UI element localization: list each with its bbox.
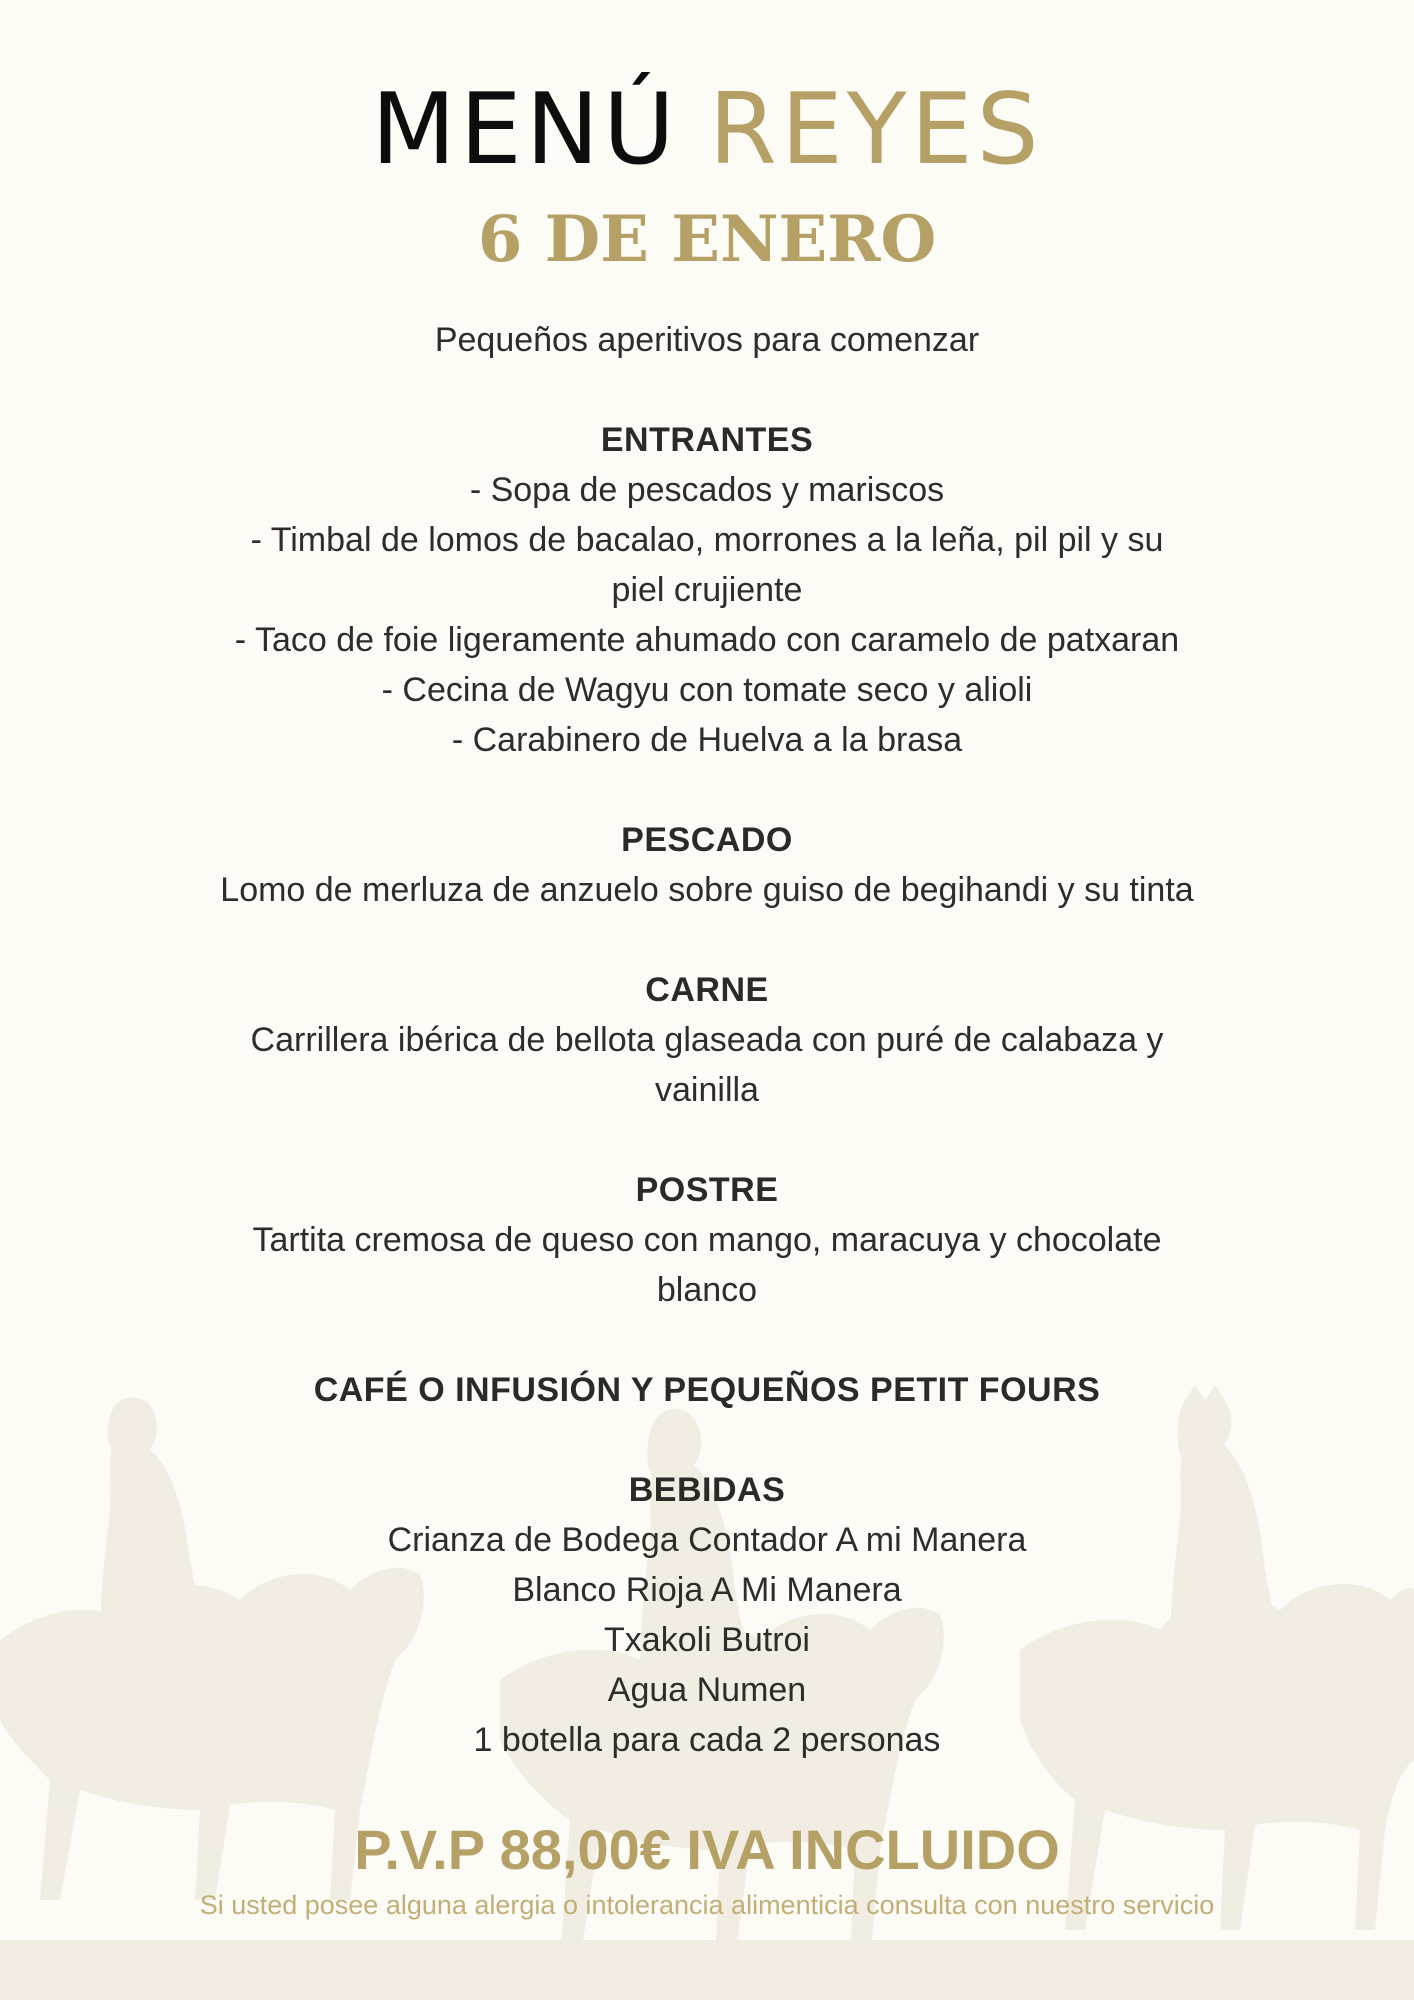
- drink-item: 1 botella para cada 2 personas: [473, 1721, 941, 1759]
- drink-item: Txakoli Butroi: [604, 1621, 810, 1659]
- section-heading-carne: CARNE: [645, 971, 769, 1009]
- menu-item: - Sopa de pescados y mariscos: [469, 471, 945, 509]
- menu-content: [107, 315, 1307, 1765]
- allergy-note: Si usted posee alguna alergia o intolerancia alimenticia consulta con nuestro servicio: [199, 1890, 1215, 1920]
- section-heading-bebidas: BEBIDAS: [628, 1471, 786, 1509]
- menu-item: - Cecina de Wagyu con tomate seco y alioli: [381, 671, 1033, 709]
- drink-item: Blanco Rioja A Mi Manera: [512, 1571, 902, 1609]
- menu-item: Tartita cremosa de queso con mango, maracuya y chocolate: [252, 1221, 1162, 1259]
- menu-item: vainilla: [655, 1071, 759, 1109]
- menu-date: 6 DE ENERO: [477, 202, 937, 277]
- menu-title: [0, 70, 1414, 190]
- section-heading-pescado: PESCADO: [621, 821, 793, 859]
- title-word-menu: MENÚ: [371, 73, 679, 187]
- drink-item: Crianza de Bodega Contador A mi Manera: [387, 1521, 1027, 1559]
- menu-item: Lomo de merluza de anzuelo sobre guiso de begihandi y su tinta: [220, 871, 1194, 909]
- menu-item: - Taco de foie ligeramente ahumado con caramelo de patxaran: [234, 621, 1180, 659]
- section-heading-entrantes: ENTRANTES: [600, 421, 814, 459]
- menu-item: Carrillera ibérica de bellota glaseada con puré de calabaza y: [250, 1021, 1164, 1059]
- intro-text: Pequeños aperitivos para comenzar: [434, 321, 980, 359]
- title-word-reyes: REYES: [708, 73, 1043, 187]
- menu-item: piel crujiente: [611, 571, 803, 609]
- section-heading-cafe: CAFÉ O INFUSIÓN Y PEQUEÑOS PETIT FOURS: [313, 1371, 1101, 1409]
- menu-item: - Timbal de lomos de bacalao, morrones a la leña, pil pil y su: [250, 521, 1164, 559]
- price-label: P.V.P 88,00€ IVA INCLUIDO: [354, 1818, 1060, 1881]
- menu-item: - Carabinero de Huelva a la brasa: [451, 721, 963, 759]
- drink-item: Agua Numen: [607, 1671, 807, 1709]
- section-heading-postre: POSTRE: [635, 1171, 779, 1209]
- menu-item: blanco: [656, 1271, 758, 1309]
